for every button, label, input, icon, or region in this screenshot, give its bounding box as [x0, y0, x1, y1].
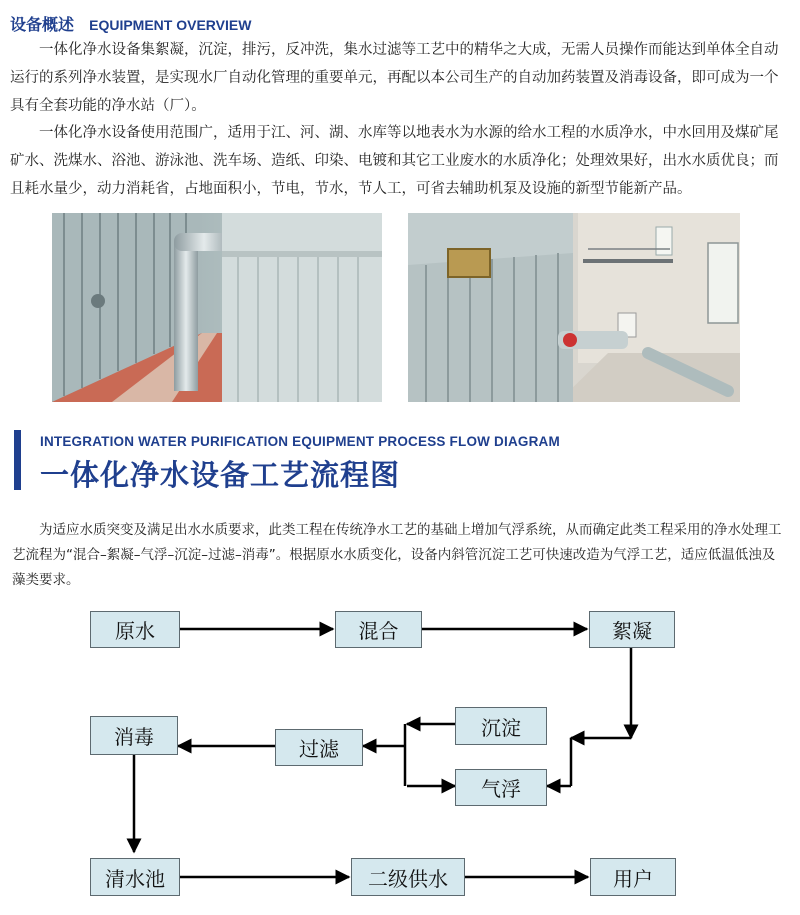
node-sedimentation: 沉淀 [455, 707, 547, 745]
node-filtration: 过滤 [275, 729, 363, 766]
flow-description: 为适应水质突变及满足出水水质要求，此类工程在传统净水工艺的基础上增加气浮系统，从而确定此类工程采用的净水处理工艺流程为“混合–絮凝–气浮–沉淀–过滤–消毒”。根据原水水质变化，设备内斜管沉淀工艺可快速改造为气浮工艺，适应低温低浊及藻类要求。 [12, 522, 782, 588]
node-disinfection: 消毒 [90, 716, 178, 755]
node-clear-water-tank: 清水池 [90, 858, 180, 896]
node-secondary-supply: 二级供水 [351, 858, 465, 896]
flow-title-cn: 一体化净水设备工艺流程图 [40, 458, 401, 492]
overview-paragraph-2: 一体化净水设备使用范围广，适用于江、河、湖、水库等以地表水为水源的给水工程的水质净水，中水回用及煤矿尾矿水、洗煤水、浴池、游泳池、洗车场、造纸、印染、电镀和其它工业废水的水质净化；处理效果好，出水水质优良；而且耗水量少，动力消耗省，占地面积小，节电，节水，节人工，可省去辅助机泵及设施的新型节能新产品。 [10, 125, 779, 197]
section-title-cn: 设备概述 [10, 15, 75, 34]
node-flotation: 气浮 [455, 769, 547, 806]
node-flocculation: 絮凝 [589, 611, 675, 648]
flow-title-en: INTEGRATION WATER PURIFICATION EQUIPMENT PROCESS FLOW DIAGRAM [40, 434, 560, 449]
node-raw-water: 原水 [90, 611, 180, 648]
overview-paragraph-1: 一体化净水设备集絮凝，沉淀，排污，反冲洗，集水过滤等工艺中的精华之大成，无需人员操作而能达到单体全自动运行的系列净水装置，是实现水厂自动化管理的重要单元，再配以本公司生产的自动加药装置及消毒设备，即可成为一个具有全套功能的净水站（厂）。 [10, 42, 779, 114]
node-user: 用户 [590, 858, 676, 896]
section-title-en: EQUIPMENT OVERVIEW [89, 17, 252, 33]
node-mixing: 混合 [335, 611, 422, 648]
